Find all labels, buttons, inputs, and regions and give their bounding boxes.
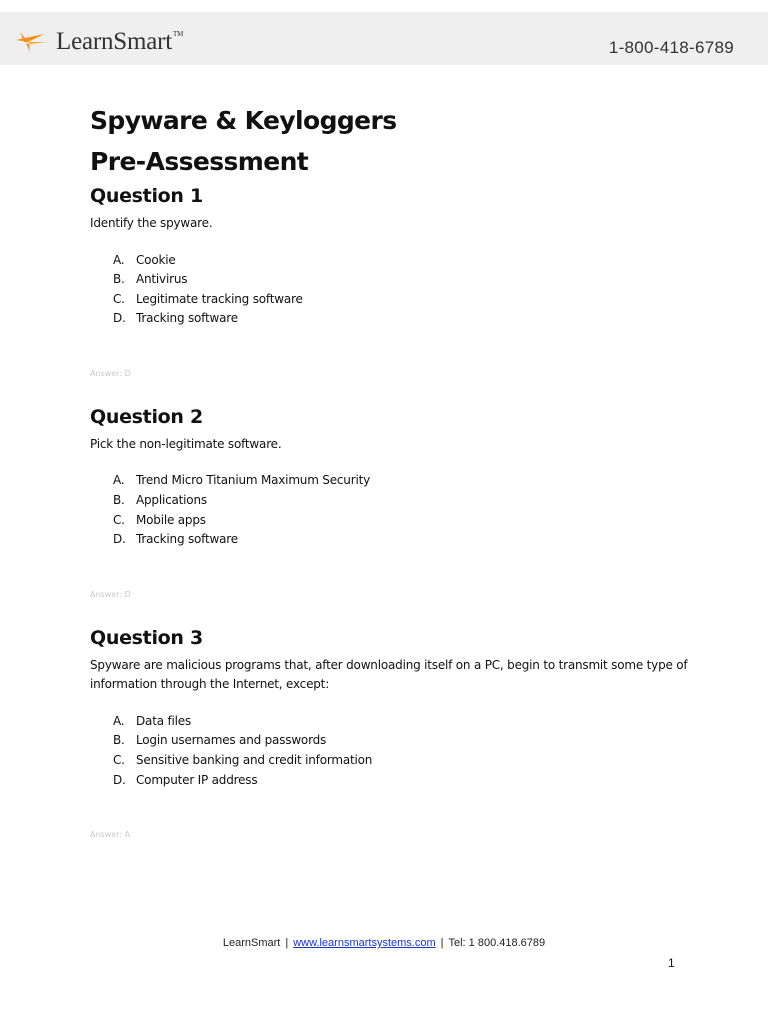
learnsmart-logo bbox=[16, 26, 183, 56]
option-text: Login usernames and passwords bbox=[136, 733, 327, 748]
option-text: Mobile apps bbox=[136, 512, 206, 527]
option-item bbox=[113, 712, 690, 732]
option-letter: B. bbox=[113, 733, 125, 748]
question-1 bbox=[90, 184, 690, 380]
header-phone: 1-800-418-6789 bbox=[608, 38, 734, 57]
question-text: Pick the non-legitimate software. bbox=[90, 436, 282, 451]
option-letter: D. bbox=[113, 532, 126, 547]
option-item bbox=[113, 771, 690, 791]
logo-text: LearnSmart™ bbox=[56, 27, 184, 55]
option-text: Tracking software bbox=[136, 532, 238, 547]
option-letter: D. bbox=[113, 772, 126, 787]
option-letter: D. bbox=[113, 311, 126, 326]
question-heading: Question 3 bbox=[90, 626, 203, 649]
footer-separator: | bbox=[285, 937, 289, 949]
answer-options bbox=[113, 471, 690, 549]
page-footer bbox=[0, 937, 768, 949]
document-title: Spyware & Keyloggers bbox=[90, 106, 397, 135]
option-text: Sensitive banking and credit information bbox=[136, 752, 373, 767]
answer-key: Answer: A bbox=[90, 830, 131, 840]
arrow-logo-icon bbox=[16, 28, 50, 54]
answer-options bbox=[113, 251, 690, 329]
answer-key: Answer: D bbox=[90, 589, 131, 599]
footer-company: LearnSmart bbox=[222, 937, 281, 949]
option-letter: C. bbox=[113, 512, 125, 527]
answer-key: Answer: D bbox=[90, 368, 131, 378]
question-3 bbox=[90, 626, 690, 841]
option-item bbox=[113, 290, 690, 310]
question-heading: Question 2 bbox=[90, 405, 203, 428]
option-item bbox=[113, 309, 690, 329]
question-text: Spyware are malicious programs that, after downloading itself on a PC, begin to transmit some type of information through the Internet, except: bbox=[90, 657, 688, 692]
option-text: Trend Micro Titanium Maximum Security bbox=[136, 473, 370, 488]
option-text: Legitimate tracking software bbox=[136, 291, 303, 306]
question-2 bbox=[90, 405, 690, 601]
option-text: Antivirus bbox=[136, 272, 188, 287]
question-text: Identify the spyware. bbox=[90, 216, 213, 230]
footer-website-link[interactable]: www.learnsmartsystems.com bbox=[293, 937, 436, 949]
option-item bbox=[113, 530, 690, 550]
option-item bbox=[113, 751, 690, 771]
page-number: 1 bbox=[668, 956, 675, 970]
option-letter: A. bbox=[113, 252, 125, 267]
option-item bbox=[113, 511, 690, 531]
option-letter: C. bbox=[113, 291, 125, 306]
option-letter: A. bbox=[113, 713, 125, 728]
option-item bbox=[113, 270, 690, 290]
document-subtitle: Pre-Assessment bbox=[90, 147, 309, 176]
option-text: Applications bbox=[136, 492, 207, 507]
option-letter: B. bbox=[113, 492, 125, 507]
option-item bbox=[113, 491, 690, 511]
footer-separator: | bbox=[440, 937, 444, 949]
option-item bbox=[113, 251, 690, 271]
answer-options bbox=[113, 712, 690, 790]
option-text: Computer IP address bbox=[136, 772, 258, 787]
option-text: Data files bbox=[136, 713, 191, 728]
footer-tel: Tel: 1 800.418.6789 bbox=[448, 937, 546, 949]
option-letter: B. bbox=[113, 272, 125, 287]
option-item bbox=[113, 471, 690, 491]
page-header bbox=[0, 12, 768, 65]
option-letter: A. bbox=[113, 473, 125, 488]
option-letter: C. bbox=[113, 752, 125, 767]
option-item bbox=[113, 731, 690, 751]
option-text: Cookie bbox=[136, 252, 176, 267]
option-text: Tracking software bbox=[136, 311, 238, 326]
document-body bbox=[90, 100, 690, 866]
question-heading: Question 1 bbox=[90, 185, 203, 207]
